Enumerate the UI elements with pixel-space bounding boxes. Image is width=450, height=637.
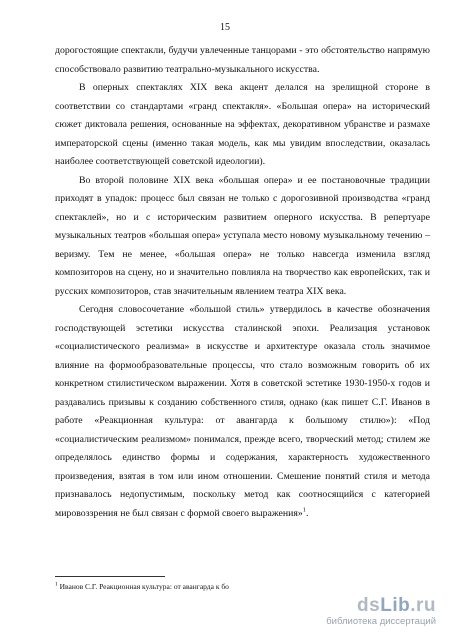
page-number: 15 (220, 22, 230, 33)
watermark-brand-ru: .ru (410, 595, 436, 616)
body-text (55, 42, 430, 523)
paragraph-4: Сегодня словосочетание «большой стиль» утвердилось в качестве обозначения господствующей эстетики искусства сталинской эпохи. Реализация установок «социалистического реализма» в искусстве и архитектуре оказала столь значимое влияние на формообразовательные процессы, что стало возможным говорить об их конкретном стилистическом выражении. Хотя в советской эстетике 1930-1950-х годов и раздавались призывы к созданию собственного стиля, однако (как пишет С.Г. Иванов в работе «Реакционная культура: от авангарда к большому стилю»): «Под «социалистическим реализмом» понимался, прежде всего, творческий метод; стилем же определялось единство формы и содержания, характерность художественного произведения, взятая в том или ином отношении. Смешение понятий стиля и метода признавалось недопустимым, поскольку метод как соотносящийся с категорией мировоззрения не был связан с формой своего выражения»$^1$. (55, 304, 430, 519)
watermark-logo (286, 595, 436, 629)
paragraph-2: В оперных спектаклях XIX века акцент делался на зрелищной стороне в соответствии со стандартами «гранд спектакля». «Большая опера» на исторический сюжет диктовала решения, основанные на эффектах, декоративном убранстве и размахе императорской сцены (именно такая модель, как мы увидим впоследствии, оказалась наиболее соответствующей советской идеологии). (55, 82, 430, 167)
paragraph-3: Во второй половине XIX века «большая опера» и ее постановочные традиции приходят в упадок: процесс был связан не только с дорогозивной производства «гранд спектаклей», но и с историческим развитием оперного искусства. В репертуаре музыкальных театров «большая опера» уступала место новому музыкальному течению – веризму. Тем не менее, «большая опера» не только навсегда изменила взгляд композиторов на сцену, но и значительно повлияла на творчество как европейских, так и русских композиторов, став значительным явлением театра XIX века. (55, 174, 430, 297)
footnote-text: Иванов С.Г. Реакционная культура: от авангарда к бо (59, 582, 229, 591)
watermark-tagline: библиотека диссертаций (326, 616, 436, 627)
footnote-divider (55, 576, 165, 577)
watermark-brand-lib: Lib (380, 595, 411, 616)
paragraph-1: дорогостоящие спектакли, будучи увлеченные танцорами - это обстоятельство напрямую способствовало развитию театрально-музыкального искусства. (55, 45, 430, 75)
watermark-brand-ds: ds (357, 595, 381, 616)
footnote (55, 582, 355, 591)
footnote-mark: 1 (55, 582, 58, 588)
footnote-reference[interactable]: 1 (302, 506, 307, 514)
watermark-brand (357, 595, 436, 617)
paragraph-4-text: Сегодня словосочетание «большой стиль» утвердилось в качестве обозначения господствующей эстетики искусства сталинской эпохи. Реализация установок «социалистического реализма» в искусстве и архитектуре оказала столь значимое влияние на формообразовательные процессы, что стало возможным говорить об их конкретном стилистическом выражении. Хотя в советской эстетике 1930-1950-х годов и раздавались призывы к созданию собственного стиля, однако (как пишет С.Г. Иванов в работе «Реакционная культура: от авангарда к большому стилю»): «Под «социалистическим реализмом» понимался, прежде всего, творческий метод; стилем же определялось единство формы и содержания, характерность художественного произведения, взятая в том или ином отношении. Смешение понятий стиля и метода признавалось недопустимым, поскольку метод как соотносящийся с категорией мировоззрения не был связан с формой своего выражения» (55, 304, 430, 519)
